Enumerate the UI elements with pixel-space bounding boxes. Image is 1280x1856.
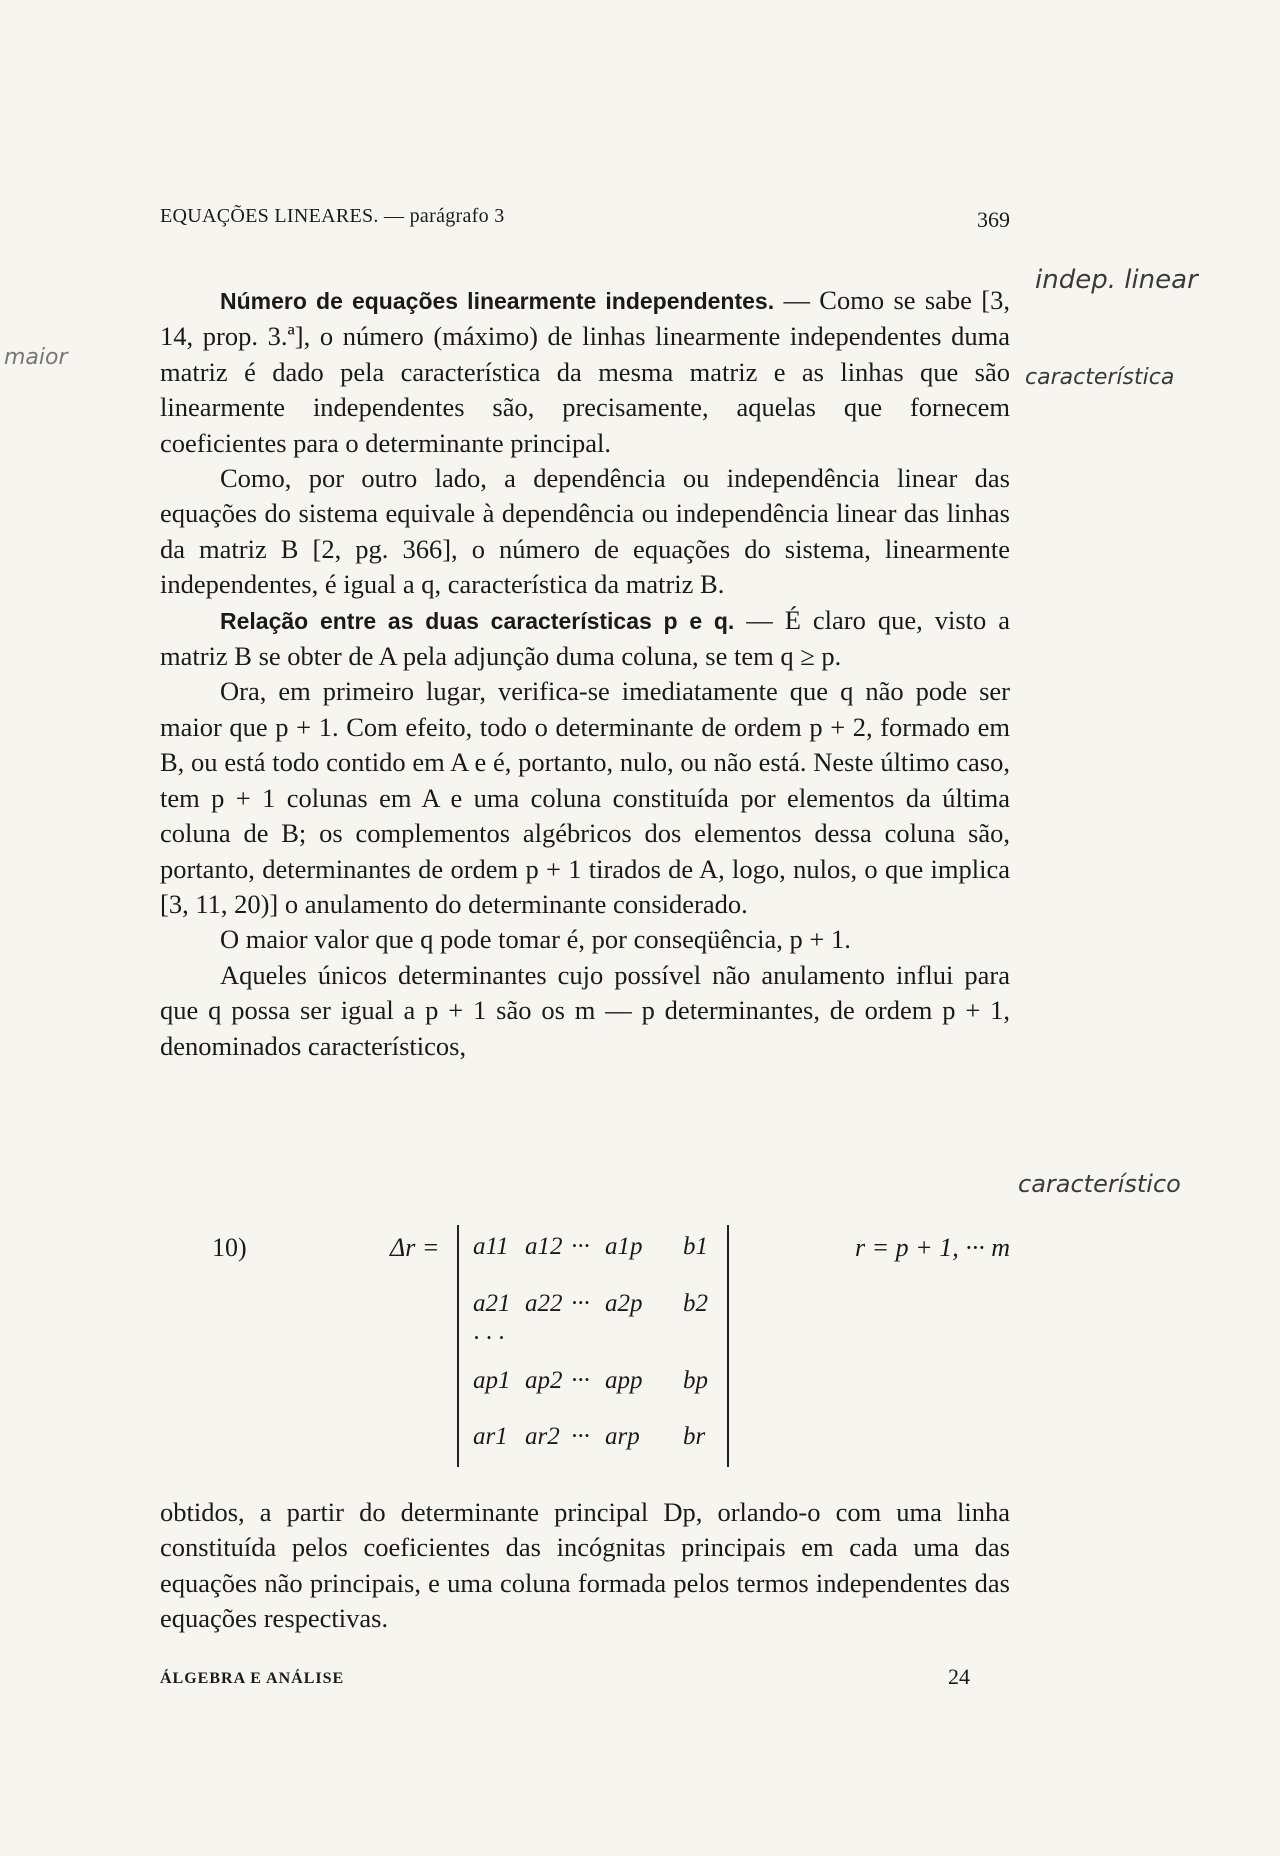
- matrix-cell: a11: [473, 1233, 509, 1260]
- matrix-cell: ar1: [473, 1423, 508, 1450]
- matrix-cell: a1p: [605, 1233, 643, 1260]
- matrix-cell: br: [683, 1423, 706, 1450]
- matrix-cell: arp: [605, 1423, 640, 1450]
- matrix-cell: a2p: [605, 1290, 643, 1317]
- handwritten-note-left: maior: [4, 345, 68, 370]
- section-heading: Relação entre as duas características p e q.: [220, 607, 735, 634]
- equation-number: 10): [212, 1233, 247, 1262]
- matrix-cell: a21: [473, 1290, 511, 1317]
- paragraph: [160, 603, 1010, 675]
- section-heading: Número de equações linearmente independentes.: [220, 288, 775, 314]
- determinant-matrix: [457, 1225, 729, 1467]
- paragraph: Ora, em primeiro lugar, verifica-se imediatamente que q não pode ser maior que p + 1. Com efeito, todo o determinante de ordem p + 2, formado em B, ou está todo contido em A e é, portanto, nulo, ou não está. Neste último caso, tem p + 1 colunas em A e uma coluna constituída por elementos da última coluna de B; os complementos algébricos dos elementos dessa coluna são, portanto, determinantes de ordem p + 1 tirados de A, logo, nulos, o que implica [3, 11, 20)] o anulamento do determinante considerado.: [160, 676, 1010, 919]
- matrix-cell: · · ·: [473, 1325, 505, 1352]
- paragraph: O maior valor que q pode tomar é, por conseqüência, p + 1.: [220, 924, 851, 955]
- index-range: r = p + 1, ··· m: [855, 1233, 1010, 1262]
- running-header: [160, 205, 1010, 235]
- matrix-row: [459, 1423, 727, 1453]
- paragraph: [160, 283, 1010, 461]
- page-number: 369: [977, 207, 1010, 232]
- section-title: EQUAÇÕES LINEARES. — parágrafo 3: [160, 205, 505, 227]
- matrix-cell: ap2: [525, 1367, 563, 1394]
- paragraph: obtidos, a partir do determinante principal Dp, orlando-o com uma linha constituída pelos coeficientes das incógnitas principais em cada uma das equações não principais, e uma coluna formada pelos termos independentes das equações respectivas.: [160, 1497, 1010, 1634]
- matrix-cell: bp: [683, 1367, 708, 1394]
- matrix-row: [459, 1233, 727, 1263]
- equation-lhs: Δr =: [390, 1233, 440, 1262]
- paragraph-text: — É claro que, visto a matriz B se obter de A pela adjunção duma coluna, se tem q ≥ p.: [160, 604, 1010, 672]
- matrix-cell: ap1: [473, 1367, 511, 1394]
- matrix-row: [459, 1290, 727, 1320]
- matrix-cell: app: [605, 1367, 643, 1394]
- body-text: [160, 283, 1010, 1064]
- matrix-row: [459, 1325, 727, 1355]
- matrix-row: [459, 1367, 727, 1397]
- matrix-cell: b2: [683, 1290, 708, 1317]
- signature-mark: 24: [948, 1664, 970, 1689]
- paragraph: Aqueles únicos determinantes cujo possível não anulamento influi para que q possa ser igual a p + 1 são os m — p determinantes, de ordem p + 1, denominados característicos,: [160, 959, 1010, 1061]
- paragraph-text: — Como se sabe [3, 14, prop. 3.ª], o número (máximo) de linhas linearmente independentes duma matriz é dado pela característica da mesma matriz e as linhas que são linearmente independentes são, precisamente, aquelas que fornecem coeficientes para o determinante principal.: [160, 285, 1010, 458]
- handwritten-note-right: característica: [1025, 365, 1175, 390]
- book-title: ÁLGEBRA E ANÁLISE: [160, 1670, 345, 1687]
- determinant-equation: [160, 1225, 1010, 1475]
- matrix-cell: ···: [571, 1367, 590, 1394]
- closing-text: [160, 1495, 1010, 1637]
- matrix-cell: ar2: [525, 1423, 560, 1450]
- matrix-cell: b1: [683, 1233, 708, 1260]
- handwritten-note-right: indep. linear: [1035, 265, 1198, 295]
- matrix-cell: a22: [525, 1290, 563, 1317]
- matrix-cell: ···: [571, 1290, 590, 1317]
- matrix-cell: ···: [571, 1233, 590, 1260]
- page-footer: [160, 1664, 1010, 1694]
- paragraph: Como, por outro lado, a dependência ou independência linear das equações do sistema equivale à dependência ou independência linear das linhas da matriz B [2, pg. 366], o número de equações do sistema, linearmente independentes, é igual a q, característica da matriz B.: [160, 463, 1010, 600]
- matrix-cell: a12: [525, 1233, 563, 1260]
- handwritten-note-right: característico: [1018, 1170, 1181, 1198]
- matrix-cell: ···: [571, 1423, 590, 1450]
